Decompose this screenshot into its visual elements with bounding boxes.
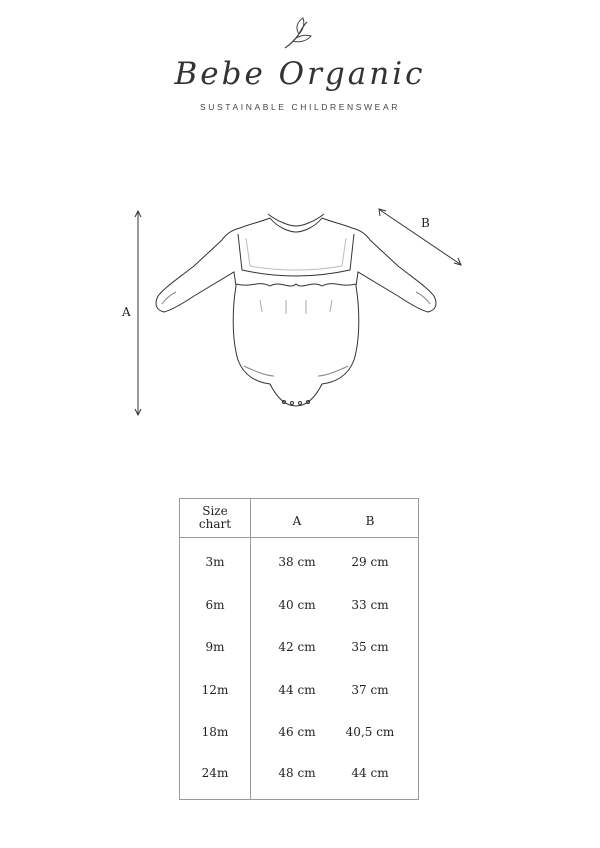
size-header-line2: chart — [198, 517, 232, 531]
romper-diagram — [110, 200, 490, 430]
a-cell: 38 cm — [278, 555, 316, 569]
dimension-a-label: A — [122, 305, 131, 319]
b-cell: 29 cm — [351, 555, 389, 569]
size-header-line1: Size — [202, 504, 228, 518]
brand-name: Bebe Organic — [174, 56, 426, 92]
leaf-icon — [277, 14, 323, 54]
size-cell: 9m — [205, 640, 225, 654]
a-cell: 40 cm — [278, 598, 316, 612]
column-a-header: A — [292, 514, 302, 528]
brand-tagline: SUSTAINABLE CHILDRENSWEAR — [200, 102, 400, 112]
dimension-b-line — [380, 210, 460, 264]
b-cell: 44 cm — [351, 766, 389, 780]
column-b-header: B — [365, 514, 375, 528]
a-cell: 48 cm — [278, 766, 316, 780]
dimension-b-label: B — [421, 216, 430, 230]
size-cell: 12m — [201, 683, 229, 697]
b-cell: 33 cm — [351, 598, 389, 612]
size-cell: 24m — [201, 766, 229, 780]
size-cell: 3m — [205, 555, 225, 569]
b-cell: 40,5 cm — [345, 725, 395, 739]
a-cell: 42 cm — [278, 640, 316, 654]
size-cell: 18m — [201, 725, 229, 739]
a-cell: 44 cm — [278, 683, 316, 697]
b-cell: 35 cm — [351, 640, 389, 654]
size-chart-table — [179, 498, 419, 800]
a-cell: 46 cm — [278, 725, 316, 739]
size-cell: 6m — [205, 598, 225, 612]
b-cell: 37 cm — [351, 683, 389, 697]
